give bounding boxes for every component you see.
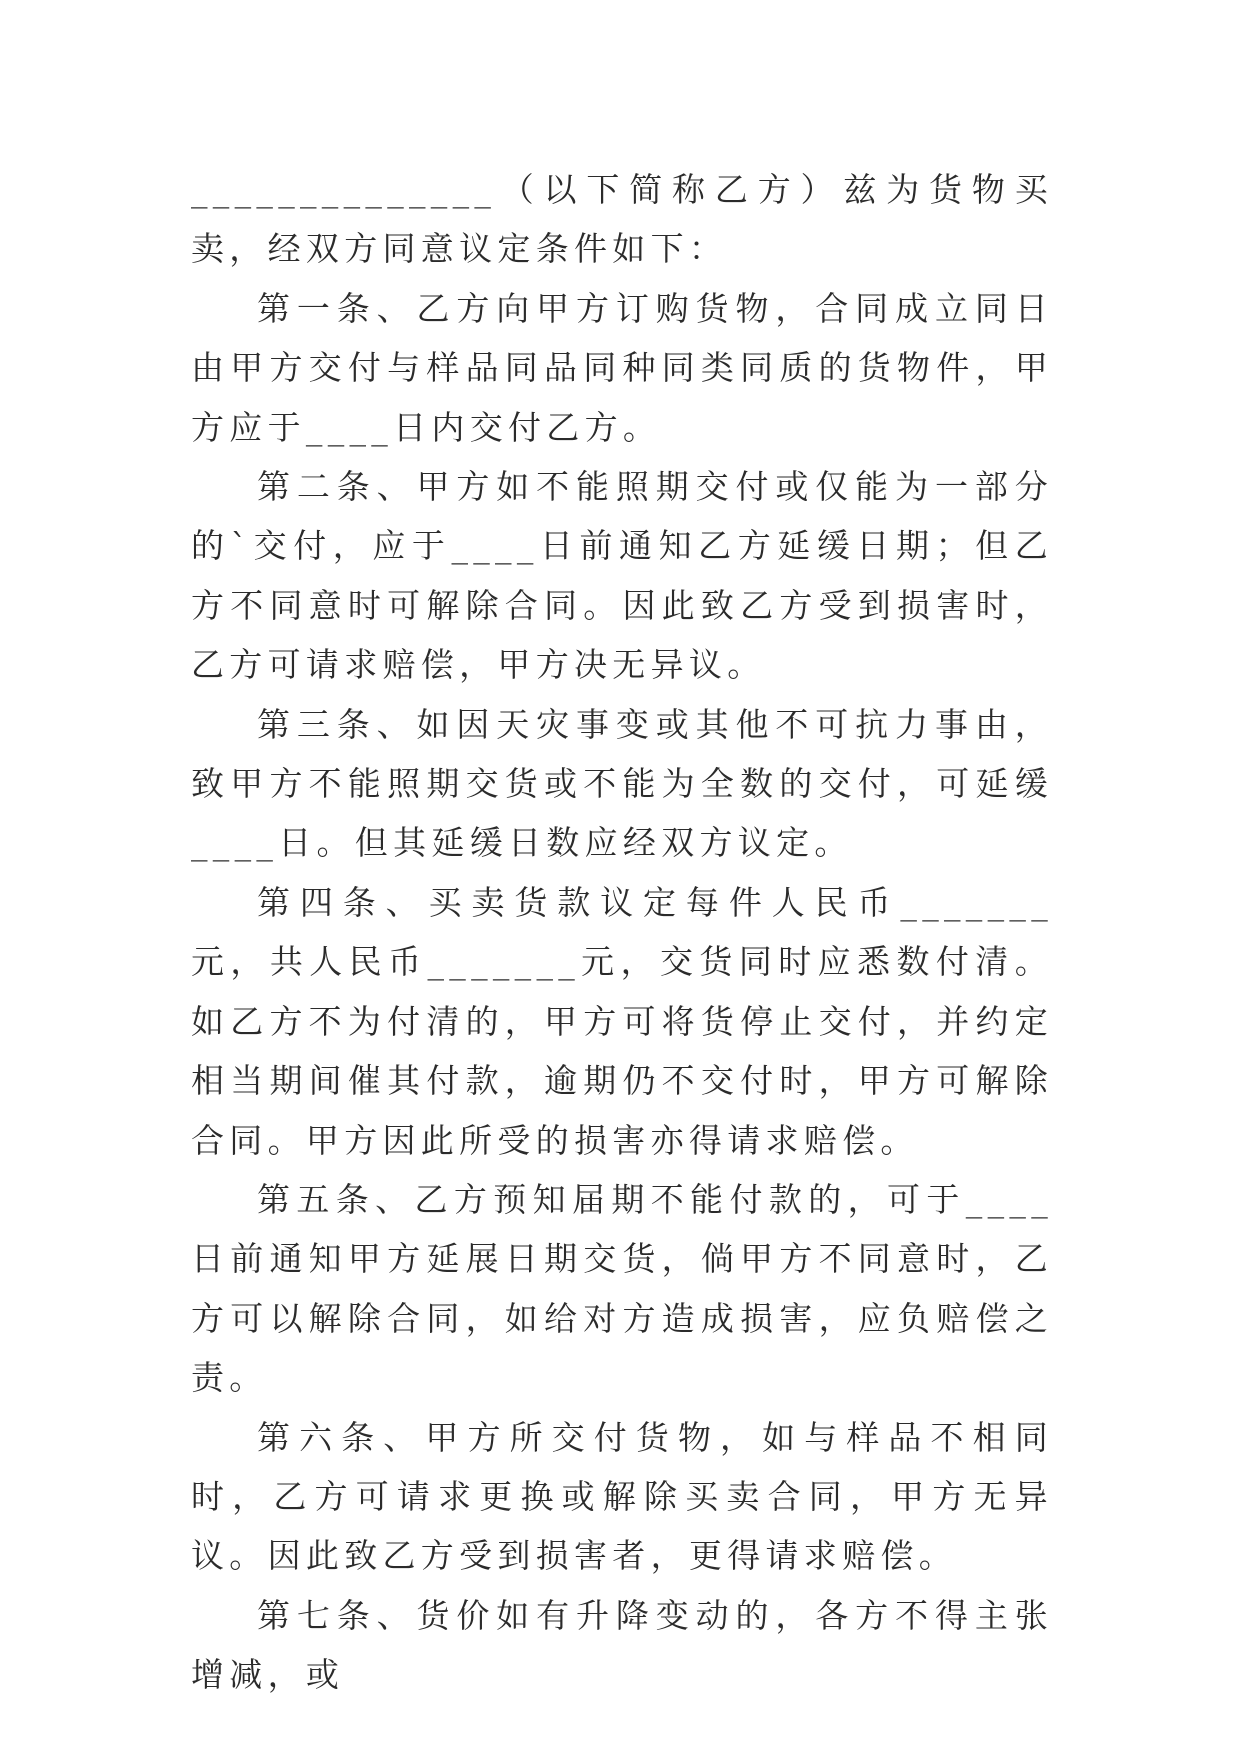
contract-body	[191, 160, 1053, 1705]
article-2-paragraph: 第二条、甲方如不能照期交付或仅能为一部分的`交付，应于____日前通知乙方延缓日期；但乙方不同意时可解除合同。因此致乙方受到损害时，乙方可请求赔偿，甲方决无异议。	[191, 467, 1053, 685]
article-4-paragraph: 第四条、买卖货款议定每件人民币_______元，共人民币_______元，交货同时应悉数付清。如乙方不为付清的，甲方可将货停止交付，并约定相当期间催其付款，逾期仍不交付时，甲方可解除合同。甲方因此所受的损害亦得请求赔偿。	[191, 882, 1053, 1160]
article-3-paragraph: 第三条、如因天灾事变或其他不可抗力事由，致甲方不能照期交货或不能为全数的交付，可延缓____日。但其延缓日数应经双方议定。	[191, 704, 1053, 863]
intro-paragraph: ______________（以下简称乙方）兹为货物买卖，经双方同意议定条件如下：	[191, 170, 1053, 269]
article-1-paragraph: 第一条、乙方向甲方订购货物，合同成立同日由甲方交付与样品同品同种同类同质的货物件，甲方应于____日内交付乙方。	[191, 288, 1053, 447]
article-7-paragraph: 第七条、货价如有升降变动的，各方不得主张增减，或	[191, 1595, 1053, 1695]
article-5-paragraph: 第五条、乙方预知届期不能付款的，可于____日前通知甲方延展日期交货，倘甲方不同意时，乙方可以解除合同，如给对方造成损害，应负赔偿之责。	[191, 1179, 1053, 1398]
article-6-paragraph: 第六条、甲方所交付货物，如与样品不相同时，乙方可请求更换或解除买卖合同，甲方无异议。因此致乙方受到损害者，更得请求赔偿。	[191, 1417, 1053, 1576]
